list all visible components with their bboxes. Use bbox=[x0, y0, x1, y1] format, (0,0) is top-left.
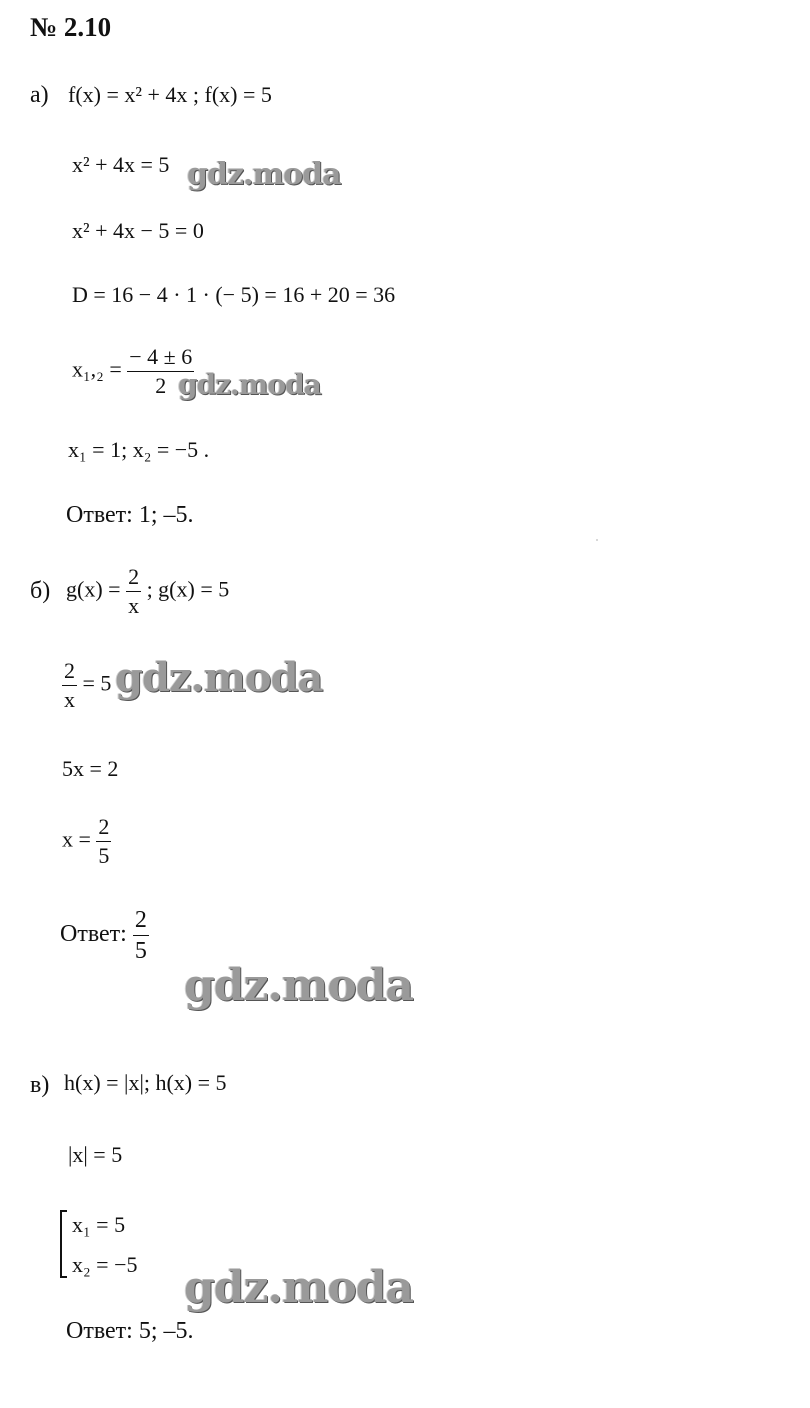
part-a-line2: x² + 4x − 5 = 0 bbox=[72, 218, 204, 243]
part-b-x-label: x = bbox=[62, 826, 91, 852]
system-bracket bbox=[60, 1210, 67, 1278]
part-a-line5: x₁ = 1; x₂ = −5 . bbox=[68, 437, 210, 462]
part-b-eq1-num: 2 bbox=[62, 660, 77, 686]
part-b-frac-den: x bbox=[128, 593, 140, 618]
problem-title: № 2.10 bbox=[30, 12, 112, 42]
part-b-g-left: g(x) = bbox=[66, 576, 121, 602]
watermark-2: gdz.moda bbox=[178, 368, 321, 401]
part-b-g-right: ; g(x) = 5 bbox=[146, 576, 230, 602]
part-b-fraction bbox=[126, 566, 141, 617]
part-c-label: в) bbox=[30, 1072, 50, 1098]
part-a-line1: x² + 4x = 5 bbox=[72, 152, 170, 177]
part-a-statement: f(x) = x² + 4x ; f(x) = 5 bbox=[68, 82, 272, 107]
watermark-1: gdz.moda bbox=[187, 157, 341, 192]
part-a-line3: D = 16 − 4 · 1 · (− 5) = 16 + 20 = 36 bbox=[72, 282, 396, 307]
part-a-frac-den: 2 bbox=[155, 373, 167, 398]
part-b-answer-num: 2 bbox=[133, 908, 149, 936]
part-b-line3 bbox=[62, 816, 111, 867]
watermark-5: gdz.moda bbox=[184, 1262, 414, 1313]
part-c-sys2: x₂ = −5 bbox=[72, 1252, 138, 1277]
watermark-4: gdz.moda bbox=[184, 960, 414, 1011]
part-c-line1: |x| = 5 bbox=[68, 1142, 123, 1167]
part-b-frac-num: 2 bbox=[126, 566, 141, 592]
watermark-3: gdz.moda bbox=[115, 654, 323, 701]
part-c-sys1: x₁ = 5 bbox=[72, 1212, 126, 1237]
part-b-label: б) bbox=[30, 578, 51, 604]
part-b-answer-label: Ответ: bbox=[60, 921, 127, 948]
part-b-line3-den: 5 bbox=[98, 843, 110, 868]
part-a-x12-label: x₁,₂ = bbox=[72, 356, 122, 382]
part-a-label: а) bbox=[30, 82, 49, 108]
part-a-frac-num: − 4 ± 6 bbox=[127, 346, 194, 372]
part-b-statement bbox=[66, 566, 229, 617]
part-b-answer bbox=[60, 908, 149, 963]
part-b-line3-fraction bbox=[96, 816, 111, 867]
part-a-answer: Ответ: 1; –5. bbox=[66, 502, 194, 528]
speck bbox=[596, 539, 598, 541]
part-b-answer-den: 5 bbox=[134, 938, 147, 964]
part-b-eq1-fraction bbox=[62, 660, 77, 711]
part-b-eq1 bbox=[62, 660, 111, 711]
part-b-eq1-right: = 5 bbox=[82, 670, 112, 696]
part-c-answer: Ответ: 5; –5. bbox=[66, 1318, 194, 1344]
part-b-line2: 5x = 2 bbox=[62, 756, 119, 781]
part-b-eq1-den: x bbox=[64, 687, 75, 712]
part-b-answer-fraction bbox=[133, 908, 149, 963]
part-a-line4 bbox=[72, 346, 194, 397]
part-b-line3-num: 2 bbox=[96, 816, 111, 842]
part-c-statement: h(x) = |x|; h(x) = 5 bbox=[64, 1070, 227, 1095]
